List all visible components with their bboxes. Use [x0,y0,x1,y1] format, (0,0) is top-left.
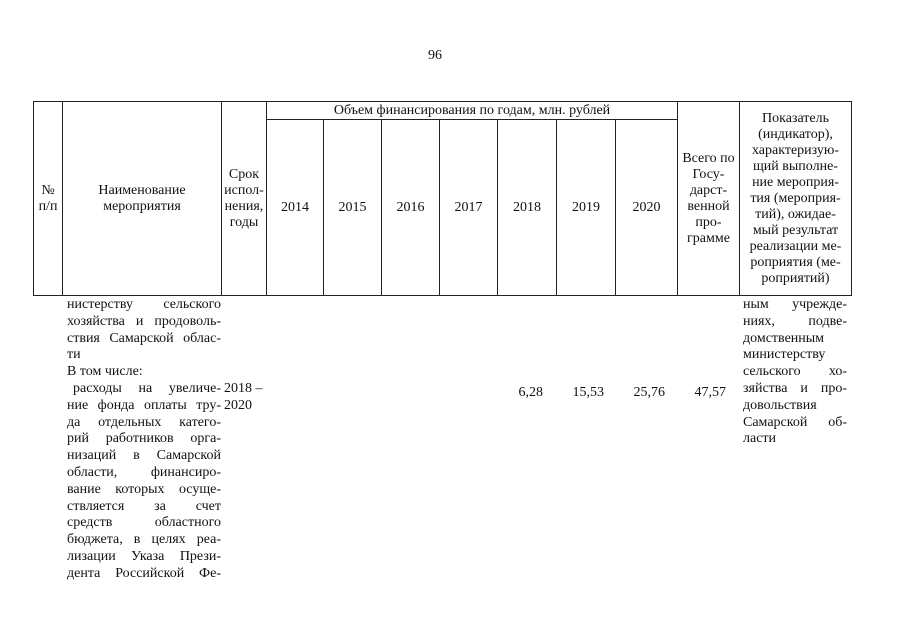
indicator-line: министерству [743,347,826,363]
header-financing-title: Объем финансирования по годам, млн. рублей [333,102,611,118]
header-term [222,102,266,295]
activity-name-cell [67,297,221,583]
name-line: ствия Самарской облас- [67,330,221,346]
indicator-line: зяйства и про- [743,380,847,396]
item-line: бюджета, в целях реа- [67,532,221,548]
term-line: 2018 – [224,381,263,396]
subheading: В том числе: [67,364,143,380]
item-line: да отдельных катего- [67,414,221,430]
header-bottom-border [33,295,851,296]
indicator-line: довольствия [743,397,817,413]
indicator-cell [743,297,847,448]
value-total: 47,57 [694,385,726,400]
header-indicator: Показатель (индикатор), характеризую- щий выполне- ние мероприя- тия (мероприя- тий), ожидае- мый результат реализации ме- роприятия (ме- роприятий) [749,110,842,286]
item-line: ствляется за счет [67,498,221,514]
header-term-line: годы [229,214,259,230]
value-2018: 6,28 [518,385,543,400]
header-year-2015: 2015 [338,199,367,215]
term-line: 2020 [224,398,252,413]
header-year-2014: 2014 [281,199,309,215]
item-line: средств областного [67,515,221,531]
header-total: Всего по Госу- дарст- венной про- грамме [682,150,735,246]
col-border-12 [851,101,852,296]
item-line: дента Российской Фе- [67,565,221,581]
indicator-line: ниях, подве- [743,313,847,329]
header-year-2017: 2017 [454,199,483,215]
item-line: вание которых осуще- [67,481,221,497]
item-line: лизации Указа Прези- [67,548,221,564]
value-2019: 15,53 [572,385,604,400]
item-line: низаций в Самарской [67,448,221,464]
item-line: расходы на увеличе- [73,380,221,396]
page-number: 96 [428,48,442,63]
header-term-line: нения, [224,198,264,214]
indicator-line: ным учрежде- [743,297,847,312]
header-year-2020: 2020 [632,199,661,215]
value-2020: 25,76 [633,385,665,400]
name-line: хозяйства и продоволь- [67,313,221,329]
header-name-label: Наименование мероприятия [98,182,186,214]
header-num [34,102,62,295]
item-line: ние фонда оплаты тру- [67,397,221,413]
header-num-label: № п/п [38,182,58,214]
header-year-2019: 2019 [572,199,600,215]
header-name [63,102,221,295]
header-year-2016: 2016 [396,199,425,215]
header-term-line: испол- [224,182,264,198]
name-line: ти [67,347,81,363]
indicator-line: ласти [743,431,777,447]
indicator-line: сельского хо- [743,364,847,380]
header-term-line: Срок [228,166,260,182]
name-line: нистерству сельского [67,297,221,312]
term-cell [224,380,274,414]
header-year-2018: 2018 [513,199,541,215]
item-line: области, финансиро- [67,464,221,480]
indicator-line: домственным [743,330,825,346]
item-line: рий работников орга- [67,431,221,447]
indicator-line: Самарской об- [743,414,847,430]
